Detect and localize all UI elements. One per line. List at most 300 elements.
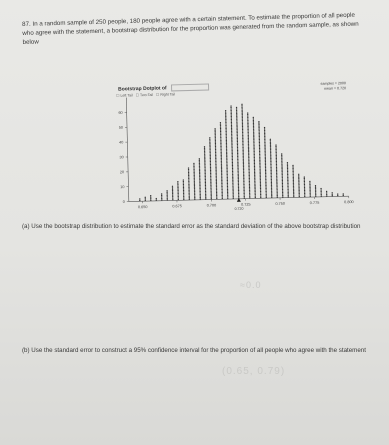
data-dot bbox=[188, 169, 189, 170]
data-dot bbox=[221, 170, 222, 171]
data-dot bbox=[194, 197, 195, 198]
data-dot bbox=[209, 139, 210, 140]
data-dot bbox=[270, 156, 271, 157]
data-dot bbox=[214, 133, 215, 134]
data-dot bbox=[276, 173, 277, 174]
data-dot bbox=[243, 193, 244, 194]
data-dot bbox=[188, 175, 189, 176]
data-dot bbox=[188, 181, 189, 182]
data-dot bbox=[253, 121, 254, 122]
data-dot bbox=[232, 157, 233, 158]
data-dot bbox=[188, 194, 189, 195]
data-dot bbox=[298, 174, 299, 175]
data-dot bbox=[264, 133, 265, 134]
data-dot bbox=[293, 193, 294, 194]
data-dot bbox=[231, 125, 232, 126]
data-dot bbox=[292, 168, 293, 169]
data-dot bbox=[221, 184, 222, 185]
data-dot bbox=[172, 197, 173, 198]
data-dot bbox=[221, 164, 222, 165]
data-dot bbox=[237, 156, 238, 157]
data-dot bbox=[172, 192, 173, 193]
dot-column bbox=[230, 105, 234, 199]
data-dot bbox=[227, 175, 228, 176]
data-dot bbox=[210, 191, 211, 192]
x-tick-labels bbox=[138, 200, 354, 213]
data-dot bbox=[270, 150, 271, 151]
data-dot bbox=[236, 122, 237, 123]
data-dot bbox=[220, 153, 221, 154]
data-dot bbox=[237, 136, 238, 137]
data-dot bbox=[243, 154, 244, 155]
data-dot bbox=[265, 189, 266, 190]
data-dot bbox=[232, 193, 233, 194]
data-dot bbox=[172, 190, 173, 191]
data-dot bbox=[215, 173, 216, 174]
dot-column bbox=[166, 190, 168, 200]
data-dot bbox=[193, 169, 194, 170]
data-dot bbox=[199, 170, 200, 171]
data-dot bbox=[282, 178, 283, 179]
data-dot bbox=[204, 151, 205, 152]
data-dot bbox=[249, 176, 250, 177]
data-dot bbox=[231, 147, 232, 148]
data-dot bbox=[270, 153, 271, 154]
data-dot bbox=[227, 184, 228, 185]
data-dot bbox=[232, 181, 233, 182]
data-dot bbox=[270, 145, 271, 146]
data-dot bbox=[271, 179, 272, 180]
data-dot bbox=[215, 156, 216, 157]
data-dot bbox=[287, 166, 288, 167]
data-dot bbox=[276, 183, 277, 184]
data-dot bbox=[309, 182, 310, 183]
data-dot bbox=[276, 161, 277, 162]
data-dot bbox=[248, 166, 249, 167]
data-dot bbox=[220, 135, 221, 136]
data-dot bbox=[287, 181, 288, 182]
data-dot bbox=[220, 126, 221, 127]
data-dot bbox=[258, 121, 259, 122]
data-dot bbox=[237, 168, 238, 169]
faint-answer-a: ≈0.0 bbox=[240, 280, 262, 290]
data-dot bbox=[264, 128, 265, 129]
data-dot bbox=[271, 183, 272, 184]
data-dot bbox=[236, 129, 237, 130]
data-dot bbox=[227, 178, 228, 179]
data-dot bbox=[265, 174, 266, 175]
data-dot bbox=[320, 194, 321, 195]
data-dot bbox=[210, 194, 211, 195]
data-dot bbox=[226, 141, 227, 142]
data-dot bbox=[150, 197, 151, 198]
data-dot bbox=[281, 153, 282, 154]
data-dot bbox=[276, 162, 277, 163]
data-dot bbox=[293, 175, 294, 176]
data-dot bbox=[248, 158, 249, 159]
data-dot bbox=[221, 174, 222, 175]
data-dot bbox=[238, 182, 239, 183]
data-dot bbox=[253, 140, 254, 141]
data-dot bbox=[238, 191, 239, 192]
data-dot bbox=[232, 186, 233, 187]
data-dot bbox=[188, 185, 189, 186]
data-dot bbox=[241, 108, 242, 109]
data-dot bbox=[244, 196, 245, 197]
data-dot bbox=[247, 126, 248, 127]
data-dot bbox=[281, 158, 282, 159]
data-dot bbox=[221, 165, 222, 166]
dot-column bbox=[264, 127, 267, 198]
data-dot bbox=[204, 174, 205, 175]
data-dot bbox=[199, 161, 200, 162]
data-dot bbox=[150, 195, 151, 196]
data-dot bbox=[265, 158, 266, 159]
data-dot bbox=[243, 173, 244, 174]
data-dot bbox=[315, 194, 316, 195]
data-dot bbox=[281, 170, 282, 171]
data-dot bbox=[230, 108, 231, 109]
dot-column bbox=[292, 165, 294, 198]
data-dot bbox=[254, 178, 255, 179]
data-dot bbox=[188, 190, 189, 191]
data-dot bbox=[178, 196, 179, 197]
data-dot bbox=[231, 119, 232, 120]
data-dot bbox=[265, 162, 266, 163]
data-dot bbox=[264, 142, 265, 143]
data-dot bbox=[220, 149, 221, 150]
data-dot bbox=[226, 169, 227, 170]
data-dot bbox=[199, 179, 200, 180]
data-dot bbox=[236, 126, 237, 127]
data-dot bbox=[226, 140, 227, 141]
data-dot bbox=[205, 182, 206, 183]
data-dot bbox=[215, 143, 216, 144]
data-dot bbox=[188, 184, 189, 185]
data-dot bbox=[265, 164, 266, 165]
data-dot bbox=[204, 152, 205, 153]
data-dot bbox=[205, 192, 206, 193]
data-dot bbox=[183, 187, 184, 188]
dot-column bbox=[193, 163, 195, 200]
data-dot bbox=[241, 111, 242, 112]
data-dot bbox=[248, 155, 249, 156]
data-dot bbox=[237, 169, 238, 170]
data-dot bbox=[225, 113, 226, 114]
data-dot bbox=[177, 193, 178, 194]
data-dot bbox=[194, 187, 195, 188]
x-tick-label: 0.650 bbox=[137, 205, 148, 210]
data-dot bbox=[183, 182, 184, 183]
data-dot bbox=[177, 182, 178, 183]
data-dot bbox=[315, 188, 316, 189]
data-dot bbox=[265, 165, 266, 166]
data-dot bbox=[236, 116, 237, 117]
data-dot bbox=[254, 160, 255, 161]
data-dot bbox=[259, 166, 260, 167]
data-dot bbox=[237, 157, 238, 158]
data-dot bbox=[231, 140, 232, 141]
option-left-tail[interactable]: ☐ Left Tail bbox=[116, 93, 133, 98]
data-dot bbox=[237, 150, 238, 151]
data-dot bbox=[276, 174, 277, 175]
data-dot bbox=[247, 133, 248, 134]
data-dot bbox=[183, 190, 184, 191]
data-dot bbox=[232, 178, 233, 179]
data-dot bbox=[265, 192, 266, 193]
data-dot bbox=[271, 177, 272, 178]
chart-title-text: Bootstrap Dotplot of bbox=[118, 85, 167, 93]
data-dot bbox=[260, 185, 261, 186]
data-dot bbox=[232, 183, 233, 184]
data-dot bbox=[253, 126, 254, 127]
data-dot bbox=[194, 181, 195, 182]
data-dot bbox=[248, 141, 249, 142]
data-dot bbox=[243, 167, 244, 168]
option-two-tail[interactable]: ☐ Two-Tail bbox=[135, 92, 154, 98]
data-dot bbox=[183, 188, 184, 189]
data-dot bbox=[243, 179, 244, 180]
data-dot bbox=[243, 194, 244, 195]
data-dot bbox=[298, 193, 299, 194]
data-dot bbox=[220, 143, 221, 144]
data-dot bbox=[237, 162, 238, 163]
data-dot bbox=[254, 166, 255, 167]
data-dot bbox=[298, 191, 299, 192]
data-dot bbox=[215, 165, 216, 166]
dot-column bbox=[214, 128, 217, 199]
data-dot bbox=[183, 196, 184, 197]
data-dot bbox=[238, 181, 239, 182]
data-dot bbox=[232, 189, 233, 190]
data-dot bbox=[304, 187, 305, 188]
data-dot bbox=[265, 194, 266, 195]
data-dot bbox=[189, 197, 190, 198]
data-dot bbox=[232, 168, 233, 169]
data-dot bbox=[188, 170, 189, 171]
data-dot bbox=[271, 186, 272, 187]
data-dot bbox=[210, 168, 211, 169]
data-dot bbox=[248, 144, 249, 145]
data-dot bbox=[232, 172, 233, 173]
data-dot bbox=[205, 180, 206, 181]
data-dot bbox=[221, 190, 222, 191]
data-dot bbox=[199, 177, 200, 178]
data-dot bbox=[254, 181, 255, 182]
data-dot bbox=[292, 165, 293, 166]
dot-column bbox=[304, 176, 306, 197]
data-dot bbox=[271, 180, 272, 181]
data-dot bbox=[210, 189, 211, 190]
data-dot bbox=[298, 187, 299, 188]
data-dot bbox=[247, 117, 248, 118]
data-dot bbox=[254, 169, 255, 170]
data-dot bbox=[221, 187, 222, 188]
data-dot bbox=[221, 175, 222, 176]
data-dot bbox=[183, 197, 184, 198]
data-dot bbox=[247, 121, 248, 122]
data-dot bbox=[243, 160, 244, 161]
data-dot bbox=[238, 185, 239, 186]
data-dot bbox=[161, 198, 162, 199]
dot-column bbox=[270, 139, 273, 198]
data-dot bbox=[226, 166, 227, 167]
data-dot bbox=[193, 164, 194, 165]
data-dot bbox=[248, 138, 249, 139]
data-dot bbox=[221, 189, 222, 190]
data-dot bbox=[227, 177, 228, 178]
data-dot bbox=[242, 145, 243, 146]
data-dot bbox=[304, 185, 305, 186]
data-dot bbox=[215, 158, 216, 159]
data-dot bbox=[293, 194, 294, 195]
data-dot bbox=[276, 193, 277, 194]
data-dot bbox=[258, 130, 259, 131]
data-dot bbox=[254, 188, 255, 189]
data-dot bbox=[342, 193, 343, 194]
data-dot bbox=[220, 128, 221, 129]
data-dot bbox=[270, 173, 271, 174]
data-dot bbox=[326, 194, 327, 195]
data-dot bbox=[225, 122, 226, 123]
data-dot bbox=[265, 167, 266, 168]
data-dot bbox=[210, 156, 211, 157]
data-dot bbox=[221, 168, 222, 169]
data-dot bbox=[177, 184, 178, 185]
data-dot bbox=[225, 117, 226, 118]
data-dot bbox=[231, 137, 232, 138]
data-dot bbox=[282, 177, 283, 178]
data-dot bbox=[226, 143, 227, 144]
data-dot bbox=[248, 152, 249, 153]
data-dot bbox=[243, 165, 244, 166]
data-dot bbox=[238, 196, 239, 197]
data-dot bbox=[216, 195, 217, 196]
data-dot bbox=[199, 182, 200, 183]
data-dot bbox=[238, 177, 239, 178]
data-dot bbox=[199, 169, 200, 170]
dot-column bbox=[145, 197, 147, 201]
data-dot bbox=[227, 180, 228, 181]
data-dot bbox=[315, 192, 316, 193]
data-dot bbox=[265, 168, 266, 169]
data-dot bbox=[226, 156, 227, 157]
data-dot bbox=[259, 161, 260, 162]
data-dot bbox=[282, 190, 283, 191]
data-dot bbox=[298, 185, 299, 186]
data-dot bbox=[199, 183, 200, 184]
data-dot bbox=[226, 174, 227, 175]
option-right-tail[interactable]: ☐ Right Tail bbox=[156, 92, 176, 97]
data-dot bbox=[226, 168, 227, 169]
data-dot bbox=[183, 181, 184, 182]
data-dot bbox=[237, 166, 238, 167]
dot-column bbox=[161, 193, 163, 200]
dot-column bbox=[253, 117, 256, 199]
data-dot bbox=[304, 178, 305, 179]
dot-column bbox=[172, 186, 174, 201]
data-dot bbox=[237, 139, 238, 140]
data-dot bbox=[210, 192, 211, 193]
data-dot bbox=[237, 159, 238, 160]
data-dot bbox=[226, 138, 227, 139]
data-dot bbox=[270, 155, 271, 156]
data-dot bbox=[276, 189, 277, 190]
data-dot bbox=[315, 187, 316, 188]
data-dot bbox=[248, 150, 249, 151]
data-dot bbox=[204, 155, 205, 156]
data-dot bbox=[264, 140, 265, 141]
data-dot bbox=[199, 158, 200, 159]
data-dot bbox=[253, 120, 254, 121]
data-dot bbox=[204, 173, 205, 174]
data-dot bbox=[249, 191, 250, 192]
data-dot bbox=[260, 195, 261, 196]
data-dot bbox=[259, 163, 260, 164]
data-dot bbox=[226, 171, 227, 172]
data-dot bbox=[216, 193, 217, 194]
data-dot bbox=[276, 156, 277, 157]
data-dot bbox=[226, 162, 227, 163]
data-dot bbox=[293, 192, 294, 193]
data-dot bbox=[293, 183, 294, 184]
data-dot bbox=[259, 164, 260, 165]
data-dot bbox=[231, 116, 232, 117]
data-dot bbox=[292, 174, 293, 175]
data-dot bbox=[259, 139, 260, 140]
data-dot bbox=[236, 120, 237, 121]
data-dot bbox=[226, 155, 227, 156]
data-dot bbox=[309, 185, 310, 186]
data-dot bbox=[183, 185, 184, 186]
data-dot bbox=[205, 194, 206, 195]
data-dot bbox=[260, 183, 261, 184]
data-dot bbox=[242, 138, 243, 139]
data-dot bbox=[216, 192, 217, 193]
data-dot bbox=[226, 157, 227, 158]
data-dot bbox=[304, 181, 305, 182]
data-dot bbox=[226, 135, 227, 136]
data-dot bbox=[166, 190, 167, 191]
data-dot bbox=[225, 132, 226, 133]
data-dot bbox=[337, 193, 338, 194]
data-dot bbox=[287, 178, 288, 179]
data-dot bbox=[199, 160, 200, 161]
data-dot bbox=[221, 171, 222, 172]
data-dot bbox=[232, 165, 233, 166]
data-dot bbox=[226, 144, 227, 145]
data-dot bbox=[199, 173, 200, 174]
data-dot bbox=[287, 184, 288, 185]
data-dot bbox=[260, 182, 261, 183]
data-dot bbox=[236, 133, 237, 134]
data-dot bbox=[172, 186, 173, 187]
data-dot bbox=[242, 142, 243, 143]
data-dot bbox=[210, 170, 211, 171]
data-dot bbox=[193, 170, 194, 171]
data-dot bbox=[276, 155, 277, 156]
data-dot bbox=[225, 123, 226, 124]
data-dot bbox=[276, 187, 277, 188]
data-dot bbox=[241, 110, 242, 111]
data-dot bbox=[167, 198, 168, 199]
data-dot bbox=[259, 167, 260, 168]
data-dot bbox=[265, 173, 266, 174]
data-dot bbox=[216, 187, 217, 188]
data-dot bbox=[172, 194, 173, 195]
data-dot bbox=[215, 153, 216, 154]
data-dot bbox=[194, 185, 195, 186]
